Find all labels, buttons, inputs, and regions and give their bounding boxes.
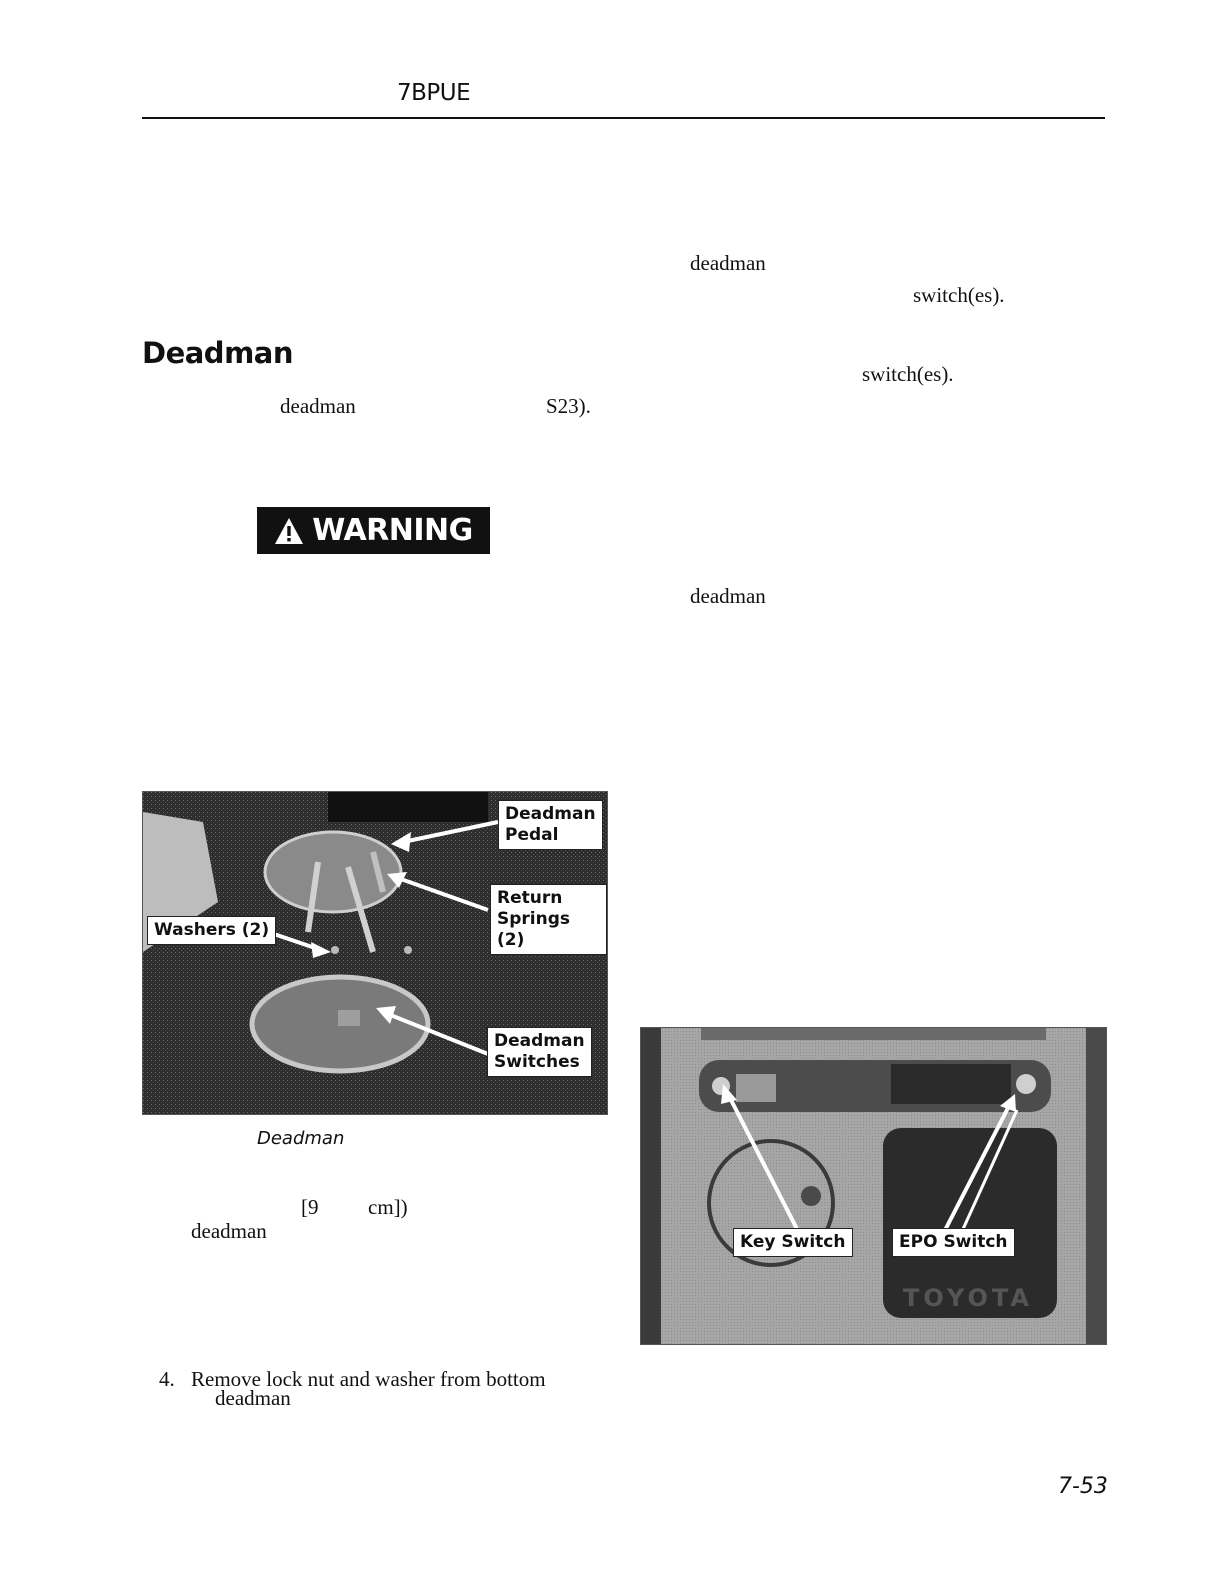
measurement-b: cm]) [368, 1195, 408, 1219]
header-rule [142, 117, 1105, 119]
right-text-switches-1: switch(es). [913, 283, 1005, 307]
warning-banner [257, 507, 490, 554]
measurement-a: [9 [301, 1195, 319, 1219]
deadman-pedal-photo [142, 791, 608, 1115]
step4-number: 4. [159, 1367, 175, 1391]
callout-deadman-pedal: Deadman Pedal [498, 800, 603, 850]
document-model-code: 7BPUE [397, 80, 471, 106]
svg-text:TOYOTA: TOYOTA [903, 1284, 1033, 1312]
figure-caption: Deadman [257, 1128, 345, 1149]
right-text-switches-2: switch(es). [862, 362, 954, 386]
step4-deadman-word: deadman [215, 1386, 291, 1410]
callout-epo-switch: EPO Switch [892, 1228, 1015, 1257]
callout-return-springs: Return Springs (2) [490, 884, 607, 955]
callout-key-switch: Key Switch [733, 1228, 853, 1257]
section-title: Deadman [142, 336, 294, 370]
right-text-deadman-2: deadman [690, 584, 766, 608]
right-text-deadman-1: deadman [690, 251, 766, 275]
callout-washers: Washers (2) [147, 916, 276, 945]
callout-deadman-switches: Deadman Switches [487, 1027, 592, 1077]
step4-text: Remove lock nut and washer from bottom [191, 1367, 546, 1391]
warning-triangle-icon [274, 516, 304, 546]
intro-deadman-word: deadman [280, 394, 356, 418]
key-epo-switch-photo [640, 1027, 1107, 1345]
intro-tail: S23). [546, 394, 591, 418]
page-number: 7-53 [1058, 1474, 1108, 1499]
warning-label: WARNING [312, 513, 473, 548]
step3-deadman-word: deadman [191, 1219, 267, 1243]
